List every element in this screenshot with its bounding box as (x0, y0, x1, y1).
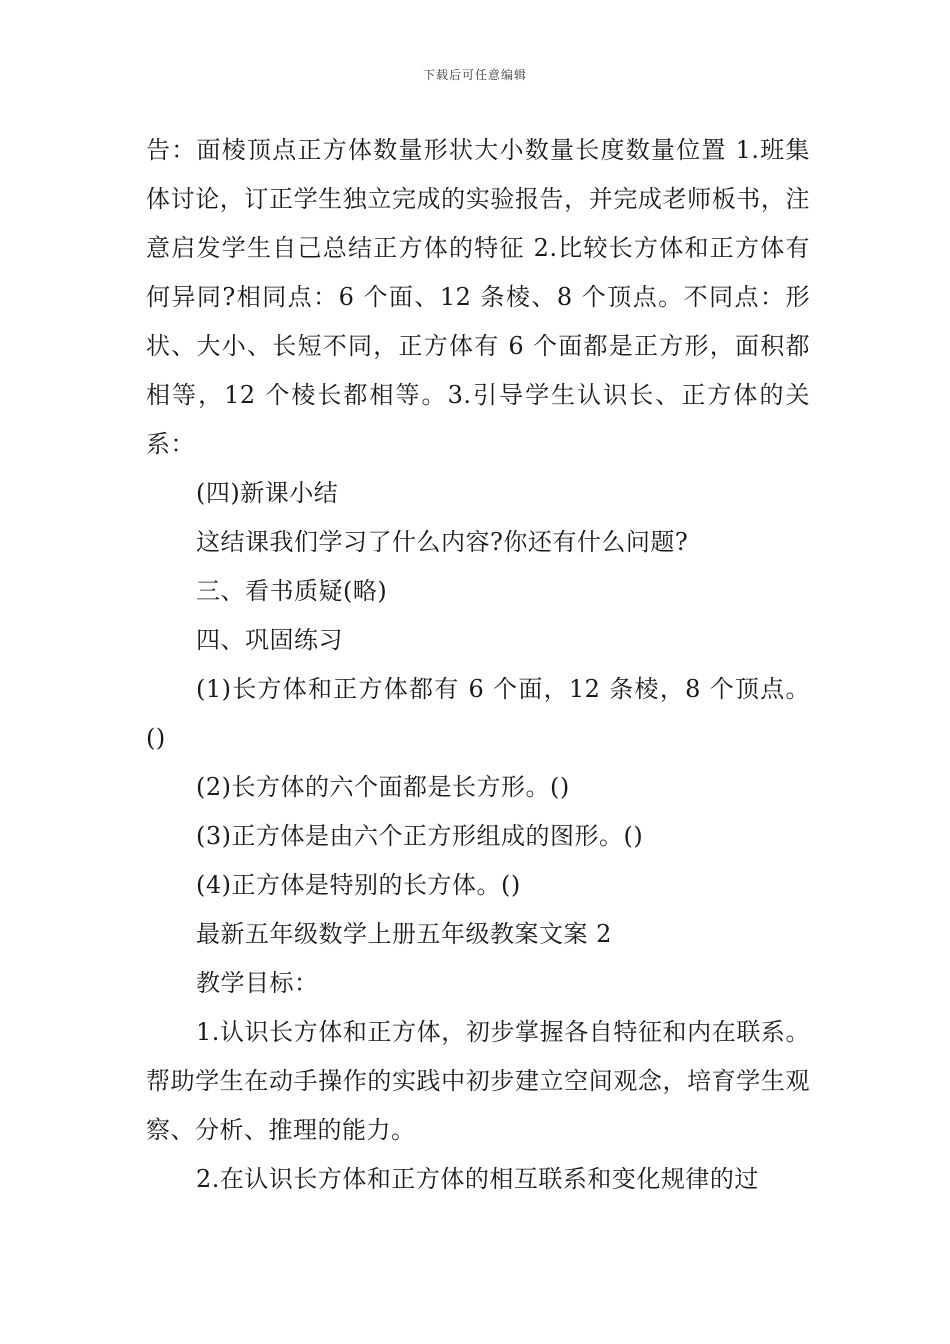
paragraph-continuation: 告：面棱顶点正方体数量形状大小数量长度数量位置 1.班集体讨论，订正学生独立完成的实验报告，并完成老师板书，注意启发学生自己总结正方体的特征 2.比较长方体和正方体有何异同?相同点：6 个面、12 条棱、8 个顶点。不同点：形状、大小、长短不同，正方体有 6 个面都是正方形，面积都相等，12 个棱长都相等。3.引导学生认识长、正方体的关系： (146, 136, 810, 458)
page-header: 下载后可任意编辑 (422, 68, 527, 82)
exercise-item-3: (3)正方体是由六个正方形组成的图形。() (196, 822, 644, 850)
section-heading-summary: (四)新课小结 (196, 479, 339, 507)
exercise-item-4: (4)正方体是特别的长方体。() (196, 871, 521, 899)
teaching-goal-2: 2.在认识长方体和正方体的相互联系和变化规律的过 (196, 1165, 759, 1193)
teaching-goals-heading: 教学目标： (196, 969, 319, 997)
exercise-item-1: (1)长方体和正方体都有 6 个面，12 条棱，8 个顶点。() (146, 675, 810, 752)
lesson-plan-title: 最新五年级数学上册五年级教案文案 2 (196, 920, 612, 948)
exercise-item-2: (2)长方体的六个面都是长方形。() (196, 773, 570, 801)
document-body (146, 126, 810, 1204)
section-heading-practice: 四、巩固练习 (196, 626, 343, 654)
paragraph-summary-question: 这结课我们学习了什么内容?你还有什么问题? (196, 528, 689, 556)
teaching-goal-1: 1.认识长方体和正方体，初步掌握各自特征和内在联系。帮助学生在动手操作的实践中初步建立空间观念，培育学生观察、分析、推理的能力。 (146, 1018, 810, 1144)
section-heading-reading: 三、看书质疑(略) (196, 577, 388, 605)
